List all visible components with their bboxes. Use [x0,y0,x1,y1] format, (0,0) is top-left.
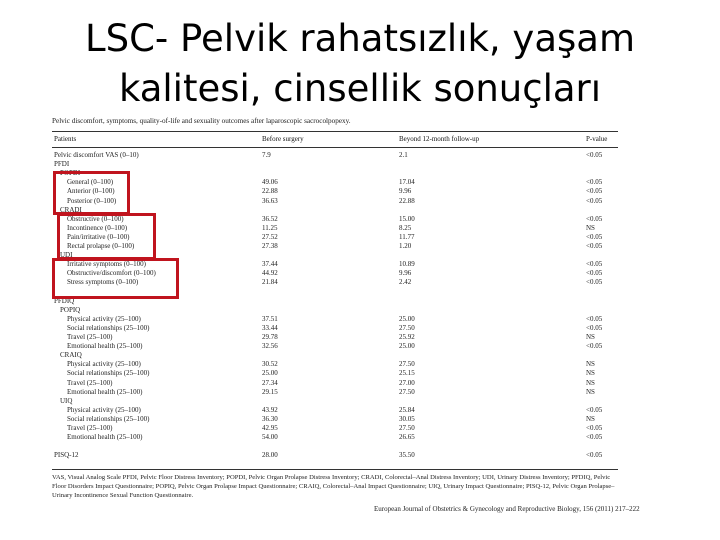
table-row [52,388,618,397]
cell-before-surgery: 7.9 [262,151,271,159]
cell-p-value: <0.05 [586,433,603,442]
row-label: Irritative symptoms (0–100) [67,260,146,269]
cell-before-surgery: 27.52 [262,232,278,241]
row-label: Obstructive (0–100) [67,214,124,223]
row-label: Social relationships (25–100) [67,323,150,332]
table-row [52,415,618,424]
cell-follow-up: 26.65 [399,433,415,442]
cell-follow-up: 15.00 [399,214,415,223]
table-row [52,306,618,315]
cell-follow-up: 9.96 [399,269,412,278]
row-label: UIQ [60,396,73,405]
row-label: PISQ-12 [54,451,79,460]
cell-p-value: NS [586,387,595,396]
cell-before-surgery: 37.44 [262,260,278,269]
cell-p-value: <0.05 [586,405,603,414]
cell-follow-up: 35.50 [399,451,415,460]
cell-before-surgery: 29.15 [262,387,278,396]
cell-p-value: <0.05 [586,278,603,287]
cell-before-surgery: 42.95 [262,424,278,432]
citation: European Journal of Obstetrics & Gynecology and Reproductive Biology, 156 (2011) 217–222 [374,505,640,513]
cell-before-surgery: 30.52 [262,360,278,369]
header-p-value: P-value [586,135,608,143]
table-header-rule [52,147,618,148]
table-row [52,406,618,415]
row-label: Rectal prolapse (0–100) [67,242,135,250]
row-label: PFDI [54,160,70,169]
cell-p-value: <0.05 [586,178,603,187]
highlight-box-udi [52,258,179,299]
table-row [52,151,618,160]
cell-p-value: NS [586,223,595,232]
table-row [52,451,618,460]
table-row [52,178,618,187]
cell-p-value: <0.05 [586,451,603,460]
cell-follow-up: 27.50 [399,387,415,396]
row-label: Travel (25–100) [67,333,113,341]
table-row [52,315,618,324]
cell-p-value: <0.05 [586,314,603,323]
slide-title-line1: LSC- Pelvik rahatsızlık, yaşam [84,17,635,60]
cell-before-surgery: 29.78 [262,333,278,341]
cell-follow-up: 17.04 [399,178,415,187]
cell-before-surgery: 37.51 [262,314,278,323]
row-label: Posterior (0–100) [67,196,117,205]
cell-p-value: <0.05 [586,260,603,269]
table-row [52,433,618,442]
row-label: POPDI [60,169,81,178]
table-row [52,169,618,178]
row-label: POPIQ [60,305,81,314]
row-label: CRAIQ [60,351,82,360]
table-row [52,379,618,388]
cell-follow-up: 1.20 [399,242,412,250]
table-row [52,197,618,206]
cell-before-surgery: 22.88 [262,187,278,196]
row-label: Physical activity (25–100) [67,314,141,323]
table-footnote: VAS, Visual Analog Scale PFDI, Pelvic Floor Distress Inventory; POPDI, Pelvic Organ Prolapse Distress Inventory; CRADI, Colorectal–Anal Distress Inventory; UDI, Urinary Distress Inventory; PFDIQ, Pelvic Floor Disorders Impact Questionnaire; POPIQ, Pelvic Organ Prolapse Impact Questionnaire; CRAIQ, Colorectal–Anal Impact Questionnaire; UIQ, Urinary Impact Questionnaire; PISQ-12, Pelvic Organ Prolapse–Urinary Incontinence Sexual Function Questionnaire. [52,474,615,499]
cell-before-surgery: 25.00 [262,369,278,378]
table-header-row [52,135,618,144]
row-label: Travel (25–100) [67,424,113,432]
header-before-surgery: Before surgery [262,135,304,143]
cell-follow-up: 10.89 [399,260,415,269]
highlight-box-popdi [53,171,130,215]
cell-p-value: <0.05 [586,214,603,223]
cell-follow-up: 9.96 [399,187,412,196]
cell-p-value: <0.05 [586,342,603,351]
cell-follow-up: 27.50 [399,323,415,332]
cell-p-value: NS [586,378,595,387]
cell-follow-up: 25.00 [399,342,415,351]
cell-before-surgery: 54.00 [262,433,278,442]
cell-before-surgery: 49.06 [262,178,278,187]
cell-before-surgery: 32.56 [262,342,278,351]
table-row [52,324,618,333]
cell-before-surgery: 28.00 [262,451,278,460]
cell-follow-up: 2.42 [399,278,412,287]
cell-before-surgery: 44.92 [262,269,278,278]
row-label: Social relationships (25–100) [67,414,150,423]
row-label: Anterior (0–100) [67,187,115,196]
cell-before-surgery: 36.30 [262,414,278,423]
slide-title-line2: kalitesi, cinsellik sonuçları [118,67,602,110]
highlight-box-cradi [57,213,156,260]
cell-follow-up: 2.1 [399,151,408,159]
row-label: Emotional health (25–100) [67,387,143,396]
cell-p-value: <0.05 [586,196,603,205]
table-row [52,442,618,451]
row-label: PFDIQ [54,296,75,305]
table-row [52,360,618,369]
cell-follow-up: 30.05 [399,414,415,423]
table-top-rule [52,131,618,132]
cell-p-value: <0.05 [586,187,603,196]
cell-follow-up: 27.00 [399,378,415,387]
cell-follow-up: 8.25 [399,223,412,232]
cell-p-value: <0.05 [586,269,603,278]
table-row [52,342,618,351]
row-label: Physical activity (25–100) [67,405,141,414]
cell-follow-up: 27.50 [399,360,415,369]
row-label: General (0–100) [67,178,114,187]
cell-follow-up: 25.00 [399,314,415,323]
cell-before-surgery: 43.92 [262,405,278,414]
row-label: Physical activity (25–100) [67,360,141,369]
table-row [52,187,618,196]
table-row [52,397,618,406]
row-label: Stress symptoms (0–100) [67,278,139,287]
cell-follow-up: 27.50 [399,424,415,432]
cell-follow-up: 25.84 [399,405,415,414]
row-label: Travel (25–100) [67,378,113,387]
cell-before-surgery: 27.38 [262,242,278,250]
row-label: Obstructive/discomfort (0–100) [67,269,156,278]
table-row [52,160,618,169]
row-label: CRADI [60,205,82,214]
table-caption: Pelvic discomfort, symptoms, quality-of-life and sexuality outcomes after laparoscopic sacrocolpopexy. [52,117,351,125]
cell-before-surgery: 27.34 [262,378,278,387]
row-label: Pain/irritative (0–100) [67,232,130,241]
header-follow-up: Beyond 12-month follow-up [399,135,480,143]
table-row [52,333,618,342]
cell-p-value: NS [586,333,595,341]
cell-before-surgery: 33.44 [262,323,278,332]
cell-before-surgery: 36.52 [262,214,278,223]
cell-follow-up: 25.92 [399,333,415,341]
row-label: Incontinence (0–100) [67,223,128,232]
header-patients: Patients [54,135,77,143]
table-row [52,424,618,433]
cell-p-value: NS [586,360,595,369]
cell-p-value: <0.05 [586,242,603,250]
row-label: Emotional health (25–100) [67,433,143,442]
cell-follow-up: 25.15 [399,369,415,378]
cell-before-surgery: 11.25 [262,223,278,232]
row-label: Social relationships (25–100) [67,369,150,378]
row-label: Pelvic discomfort VAS (0–10) [54,151,139,159]
row-label: Emotional health (25–100) [67,342,143,351]
cell-before-surgery: 36.63 [262,196,278,205]
table-row [52,369,618,378]
cell-follow-up: 22.88 [399,196,415,205]
cell-p-value: NS [586,369,595,378]
cell-p-value: <0.05 [586,323,603,332]
cell-before-surgery: 21.84 [262,278,278,287]
row-label: UDI [60,251,73,260]
table-bottom-rule [52,469,618,470]
cell-p-value: NS [586,414,595,423]
table-row [52,351,618,360]
slide-title [0,14,720,114]
cell-p-value: <0.05 [586,151,603,159]
cell-p-value: <0.05 [586,232,603,241]
cell-p-value: <0.05 [586,424,603,432]
cell-follow-up: 11.77 [399,232,415,241]
